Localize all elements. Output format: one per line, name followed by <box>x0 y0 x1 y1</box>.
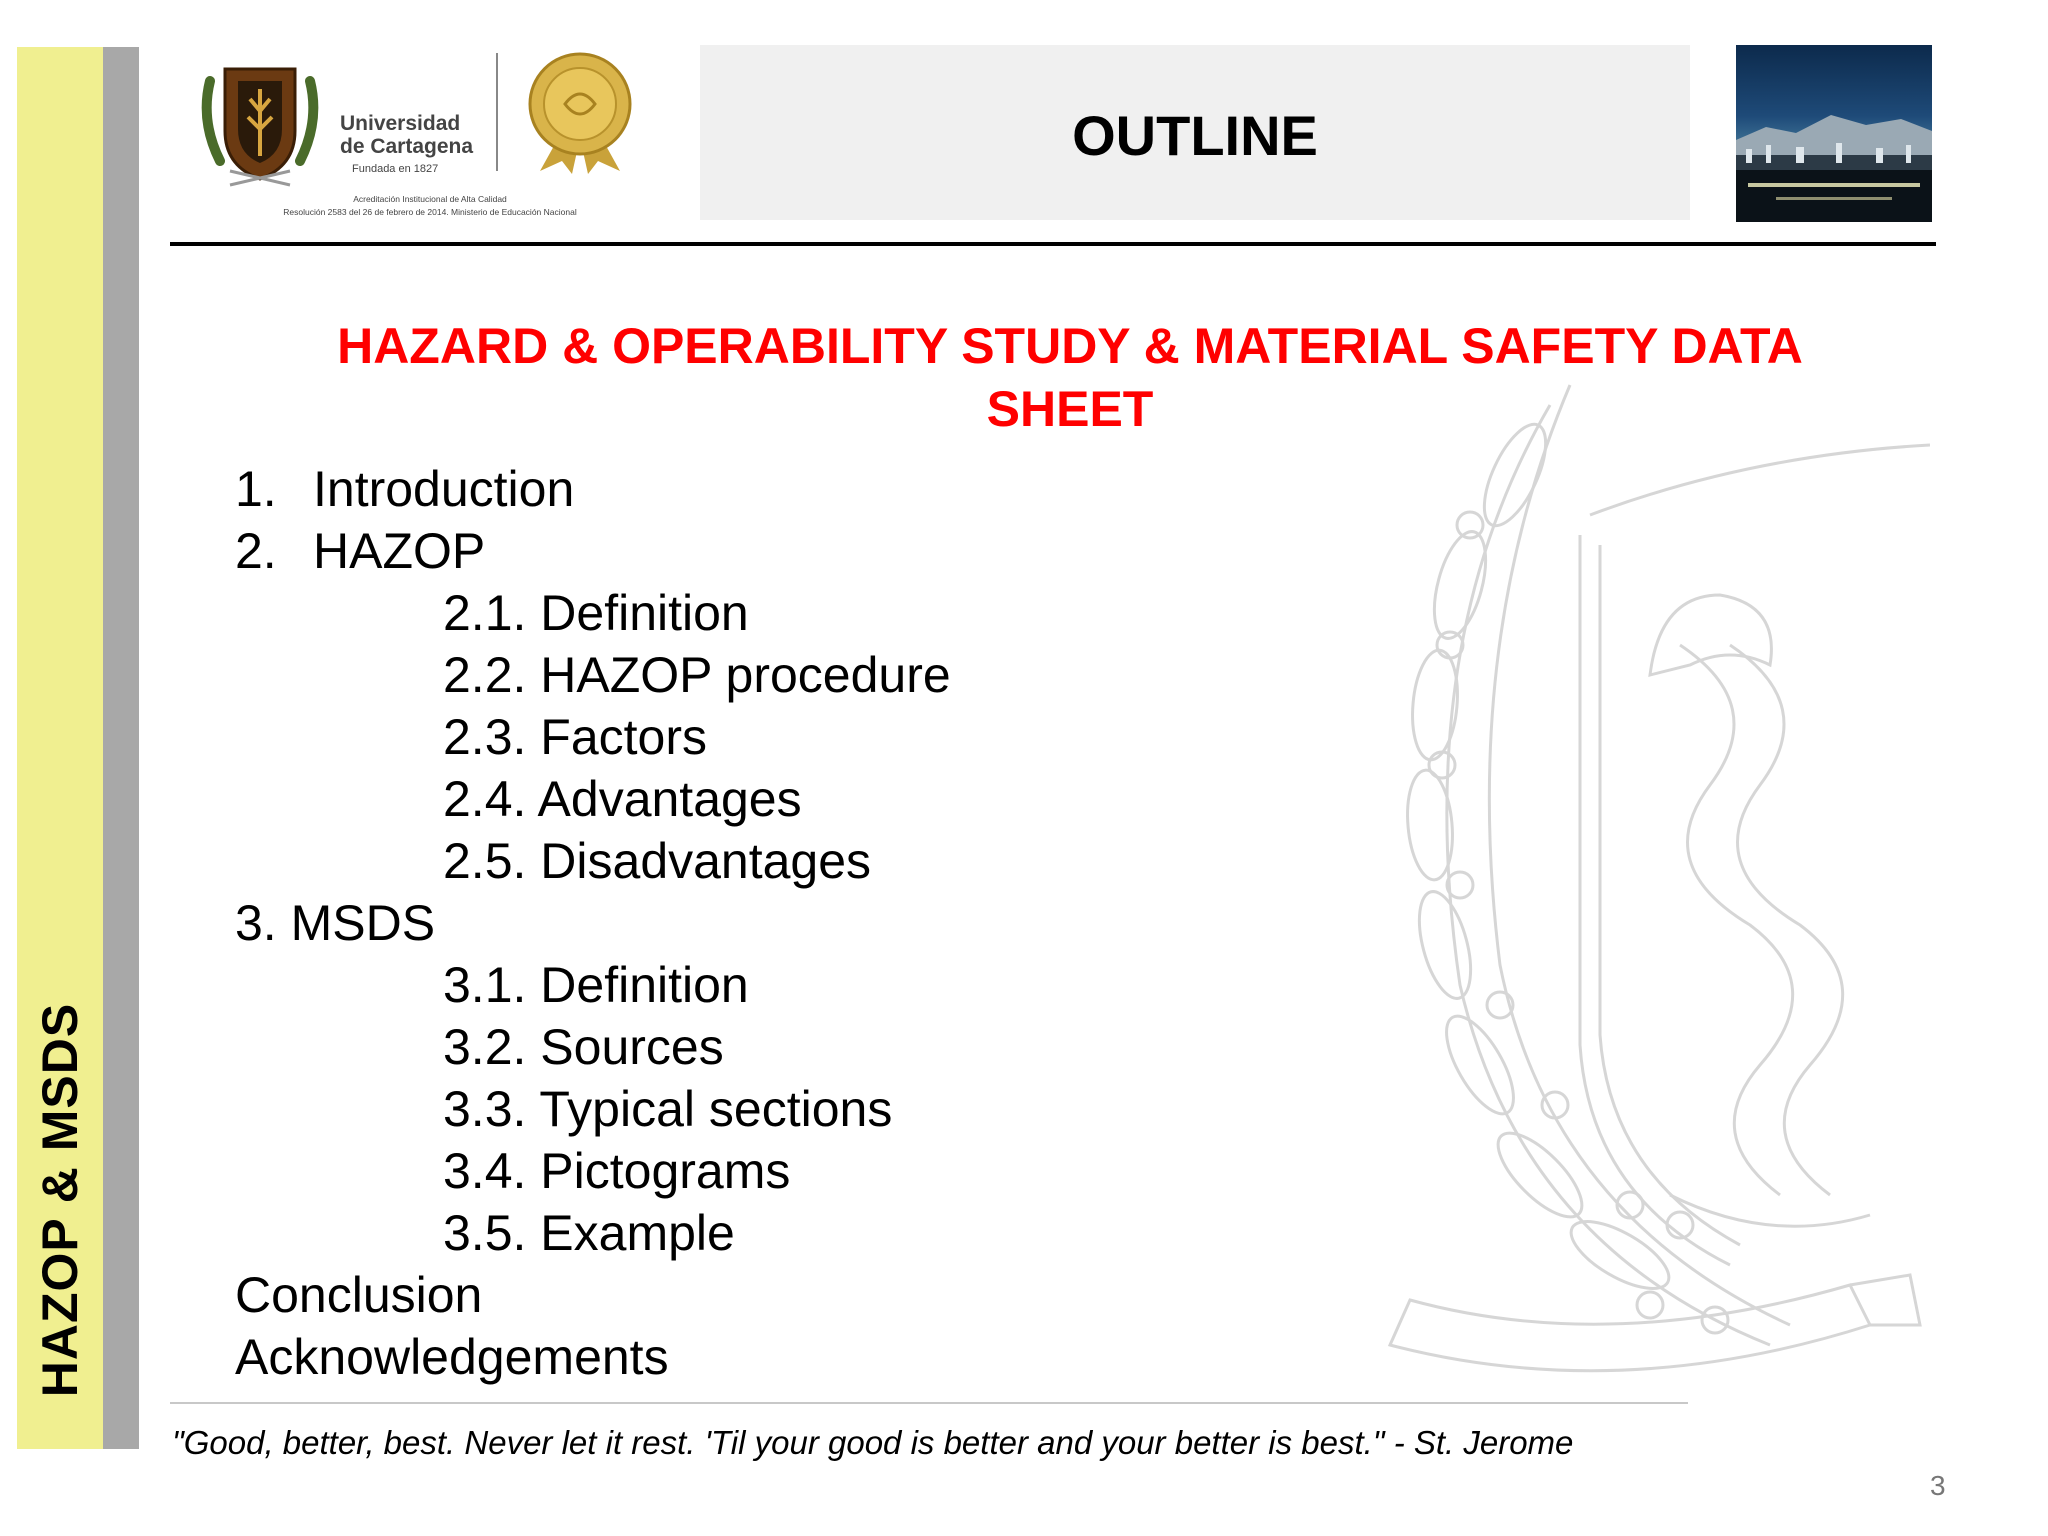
book-cover-illustration <box>1736 45 1932 222</box>
book-cover-image <box>1736 45 1932 222</box>
outline-subitem-advantages: 2.4. Advantages <box>443 771 802 827</box>
subtitle-line2: SHEET <box>986 381 1154 437</box>
outline-subitem-sources: 3.2. Sources <box>443 1019 724 1075</box>
footer-quote: "Good, better, best. Never let it rest. 'Til your good is better and your better is best." - St. Jerome <box>172 1424 1574 1461</box>
page-number: 3 <box>1930 1470 1946 1501</box>
logo-accreditation <box>220 193 640 219</box>
header-divider <box>170 242 1936 246</box>
accreditation-line1: Acreditación Institucional de Alta Calidad <box>353 194 507 204</box>
outline-item-number: 1. <box>235 461 277 517</box>
outline-subitem-example: 3.5. Example <box>443 1205 735 1261</box>
outline-subitem-hazop-procedure: 2.2. HAZOP procedure <box>443 647 951 703</box>
outline-item-number: 2. <box>235 523 277 579</box>
page-title: OUTLINE <box>1072 104 1318 167</box>
logo-founded: Fundada en 1827 <box>352 163 439 175</box>
outline-subitem-pictograms: 3.4. Pictograms <box>443 1143 791 1199</box>
accreditation-seal-icon <box>520 49 640 174</box>
accreditation-line2: Resolución 2583 del 26 de febrero de 2014. Ministerio de Educación Nacional <box>283 207 577 217</box>
outline-subitem-factors: 2.3. Factors <box>443 709 707 765</box>
footer-divider <box>170 1402 1688 1404</box>
subtitle-line1: HAZARD & OPERABILITY STUDY & MATERIAL SAFETY DATA <box>337 318 1803 374</box>
sidebar-label: HAZOP & MSDS <box>32 1002 88 1398</box>
sidebar-gray-band <box>103 47 139 1449</box>
outline-subitem-typical-sections: 3.3. Typical sections <box>443 1081 893 1137</box>
outline-item-msds: 3. MSDS <box>235 895 436 951</box>
outline-subitem-msds-definition: 3.1. Definition <box>443 957 749 1013</box>
university-logo <box>190 45 630 225</box>
university-crest-icon <box>190 51 330 191</box>
outline-item-introduction: Introduction <box>313 461 575 517</box>
logo-name-line1: Universidad <box>340 112 461 135</box>
section-subtitle <box>200 315 1940 441</box>
outline-item-conclusion: Conclusion <box>235 1267 483 1323</box>
watermark-seal-icon <box>1350 345 1930 1455</box>
outline-item-acknowledgements: Acknowledgements <box>235 1329 669 1385</box>
title-box <box>700 45 1690 220</box>
outline-subitem-disadvantages: 2.5. Disadvantages <box>443 833 872 889</box>
logo-divider <box>496 53 498 171</box>
logo-name-line2: de Cartagena <box>340 135 474 158</box>
outline-item-hazop: HAZOP <box>313 523 486 579</box>
outline-subitem-hazop-definition: 2.1. Definition <box>443 585 749 641</box>
